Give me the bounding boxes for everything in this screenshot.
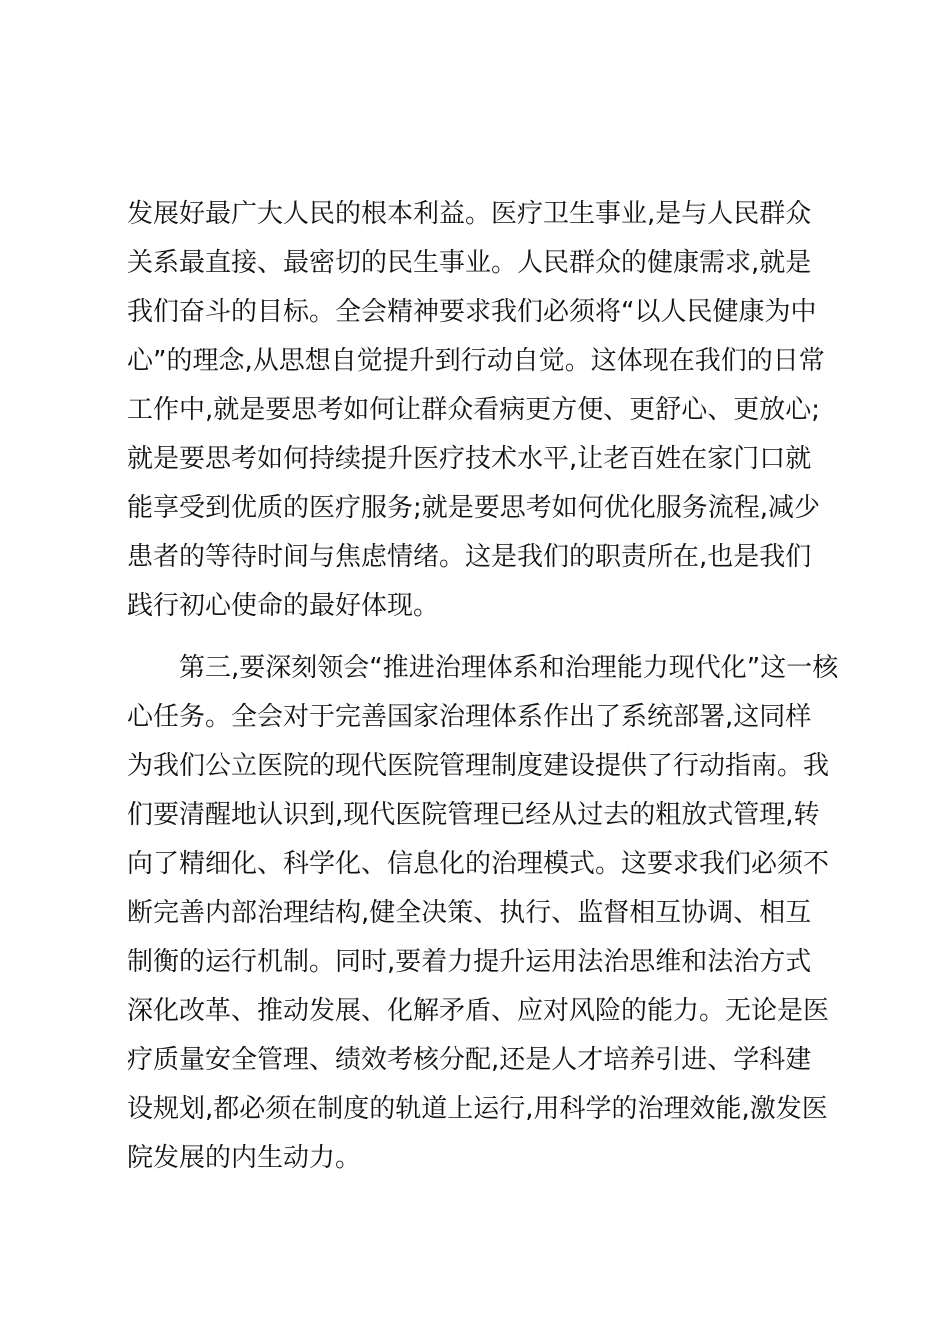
paragraph-line: 患者的等待时间与焦虑情绪。这是我们的职责所在,也是我们 — [127, 542, 812, 572]
paragraph-line: 心任务。全会对于完善国家治理体系作出了系统部署,这同样 — [127, 702, 812, 732]
paragraph-line: 关系最直接、最密切的民生事业。人民群众的健康需求,就是 — [127, 248, 812, 278]
paragraph-line: 设规划,都必须在制度的轨道上运行,用科学的治理效能,激发医 — [127, 1094, 828, 1124]
paragraph-line: 深化改革、推动发展、化解矛盾、应对风险的能力。无论是医 — [127, 996, 830, 1026]
paragraph-line: 就是要思考如何持续提升医疗技术水平,让老百姓在家门口就 — [127, 444, 812, 474]
paragraph-line: 制衡的运行机制。同时,要着力提升运用法治思维和法治方式 — [127, 947, 812, 977]
paragraph-line: 工作中,就是要思考如何让群众看病更方便、更舒心、更放心; — [127, 395, 821, 425]
paragraph-1 — [127, 190, 827, 631]
paragraph-line: 们要清醒地认识到,现代医院管理已经从过去的粗放式管理,转 — [127, 800, 820, 830]
paragraph-line: 能享受到优质的医疗服务;就是要思考如何优化服务流程,减少 — [127, 493, 821, 523]
paragraph-line: 我们奋斗的目标。全会精神要求我们必须将“以人民健康为中 — [127, 297, 817, 327]
paragraph-line: 发展好最广大人民的根本利益。医疗卫生事业,是与人民群众 — [127, 199, 812, 229]
paragraph-line: 心”的理念,从思想自觉提升到行动自觉。这体现在我们的日常 — [127, 346, 825, 376]
paragraph-line: 疗质量安全管理、绩效考核分配,还是人才培养引进、学科建 — [127, 1045, 812, 1075]
paragraph-2 — [127, 644, 839, 1183]
paragraph-line: 为我们公立医院的现代医院管理制度建设提供了行动指南。我 — [127, 751, 830, 781]
paragraph-line: 断完善内部治理结构,健全决策、执行、监督相互协调、相互 — [127, 898, 812, 928]
paragraph-line: 践行初心使命的最好体现。 — [127, 591, 440, 621]
paragraph-line: 院发展的内生动力。 — [127, 1143, 362, 1173]
paragraph-line: 第三,要深刻领会“推进治理体系和治理能力现代化”这一核 — [179, 653, 839, 683]
paragraph-line: 向了精细化、科学化、信息化的治理模式。这要求我们必须不 — [127, 849, 830, 879]
